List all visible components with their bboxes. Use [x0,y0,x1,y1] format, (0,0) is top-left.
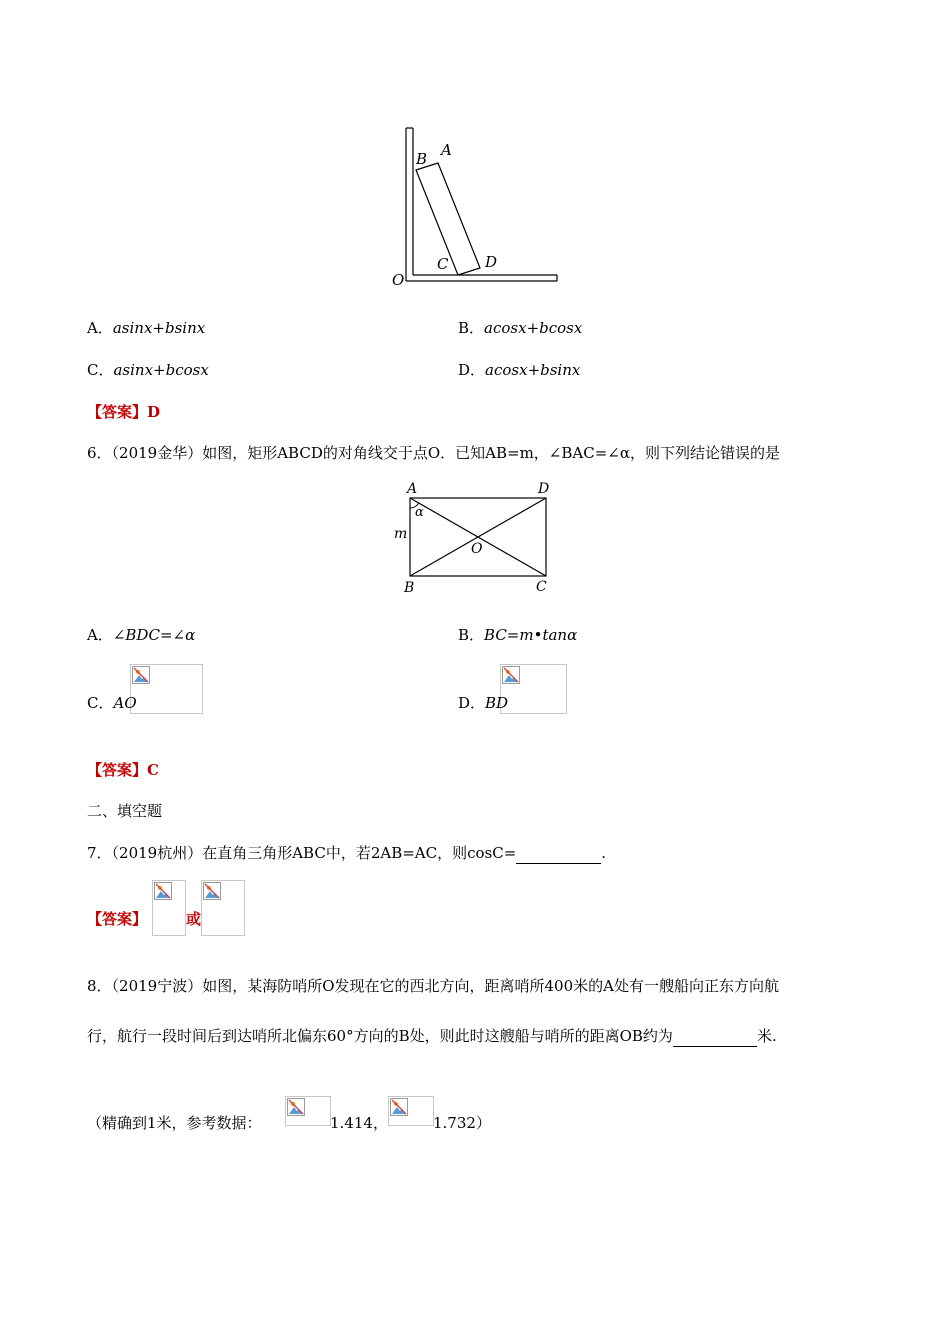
q5-option-d: D．acosx+bsinx [458,361,581,379]
broken-image-icon [201,880,245,936]
broken-image-icon [152,880,186,936]
label-A: A [441,141,452,159]
rect-label-O: O [471,541,483,557]
q8-question-line1: 8．（2019宁波）如图，某海防哨所O发现在它的西北方向，距离哨所400米的A处有一艘船向正东方向航 [87,977,779,995]
q7-answer-or: 或 [186,910,202,928]
q8-note-value2: 1.732） [433,1114,491,1132]
rect-label-C: C [536,579,547,595]
rect-label-A: A [407,481,418,497]
q6-answer: 【答案】C [87,761,159,779]
rectangle-figure [390,478,565,598]
q6-option-a: A．∠BDC=∠α [87,626,196,644]
rect-label-B: B [404,580,415,596]
broken-image-icon [388,1096,434,1126]
ladder-figure [385,125,565,290]
label-O: O [392,271,405,289]
q5-option-b: B．acosx+bcosx [458,319,583,337]
rect-label-D: D [538,481,550,497]
q5-option-c: C．asinx+bcosx [87,361,209,379]
label-C: C [437,255,449,273]
q8-note-prefix: （精确到1米，参考数据： [87,1114,262,1132]
q6-question: 6．（2019金华）如图，矩形ABCD的对角线交于点O．已知AB=m，∠BAC=∠α，则下列结论错误的是 [87,444,780,462]
q8-question-line2: 行，航行一段时间后到达哨所北偏东60°方向的B处，则此时这艘船与哨所的距离OB约为 米. [87,1027,777,1045]
rect-label-m: m [394,526,408,542]
rect-label-alpha: α [415,505,424,520]
q6-option-c: C．AO [87,694,137,712]
q8-note-value1: 1.414， [330,1114,388,1132]
label-D: D [485,253,498,271]
q6-option-b: B．BC=m•tanα [458,626,578,644]
q5-option-a: A．asinx+bsinx [87,319,206,337]
broken-image-icon [130,664,203,714]
q5-answer: 【答案】D [87,403,161,421]
q7-question: 7．（2019杭州）在直角三角形ABC中，若2AB=AC，则cosC= . [87,844,607,862]
broken-image-icon [285,1096,331,1126]
q6-option-d: D．BD [458,694,509,712]
q7-answer-label: 【答案】 [87,910,148,928]
label-B: B [416,150,428,168]
section-title: 二、填空题 [87,802,163,820]
broken-image-icon [500,664,567,714]
